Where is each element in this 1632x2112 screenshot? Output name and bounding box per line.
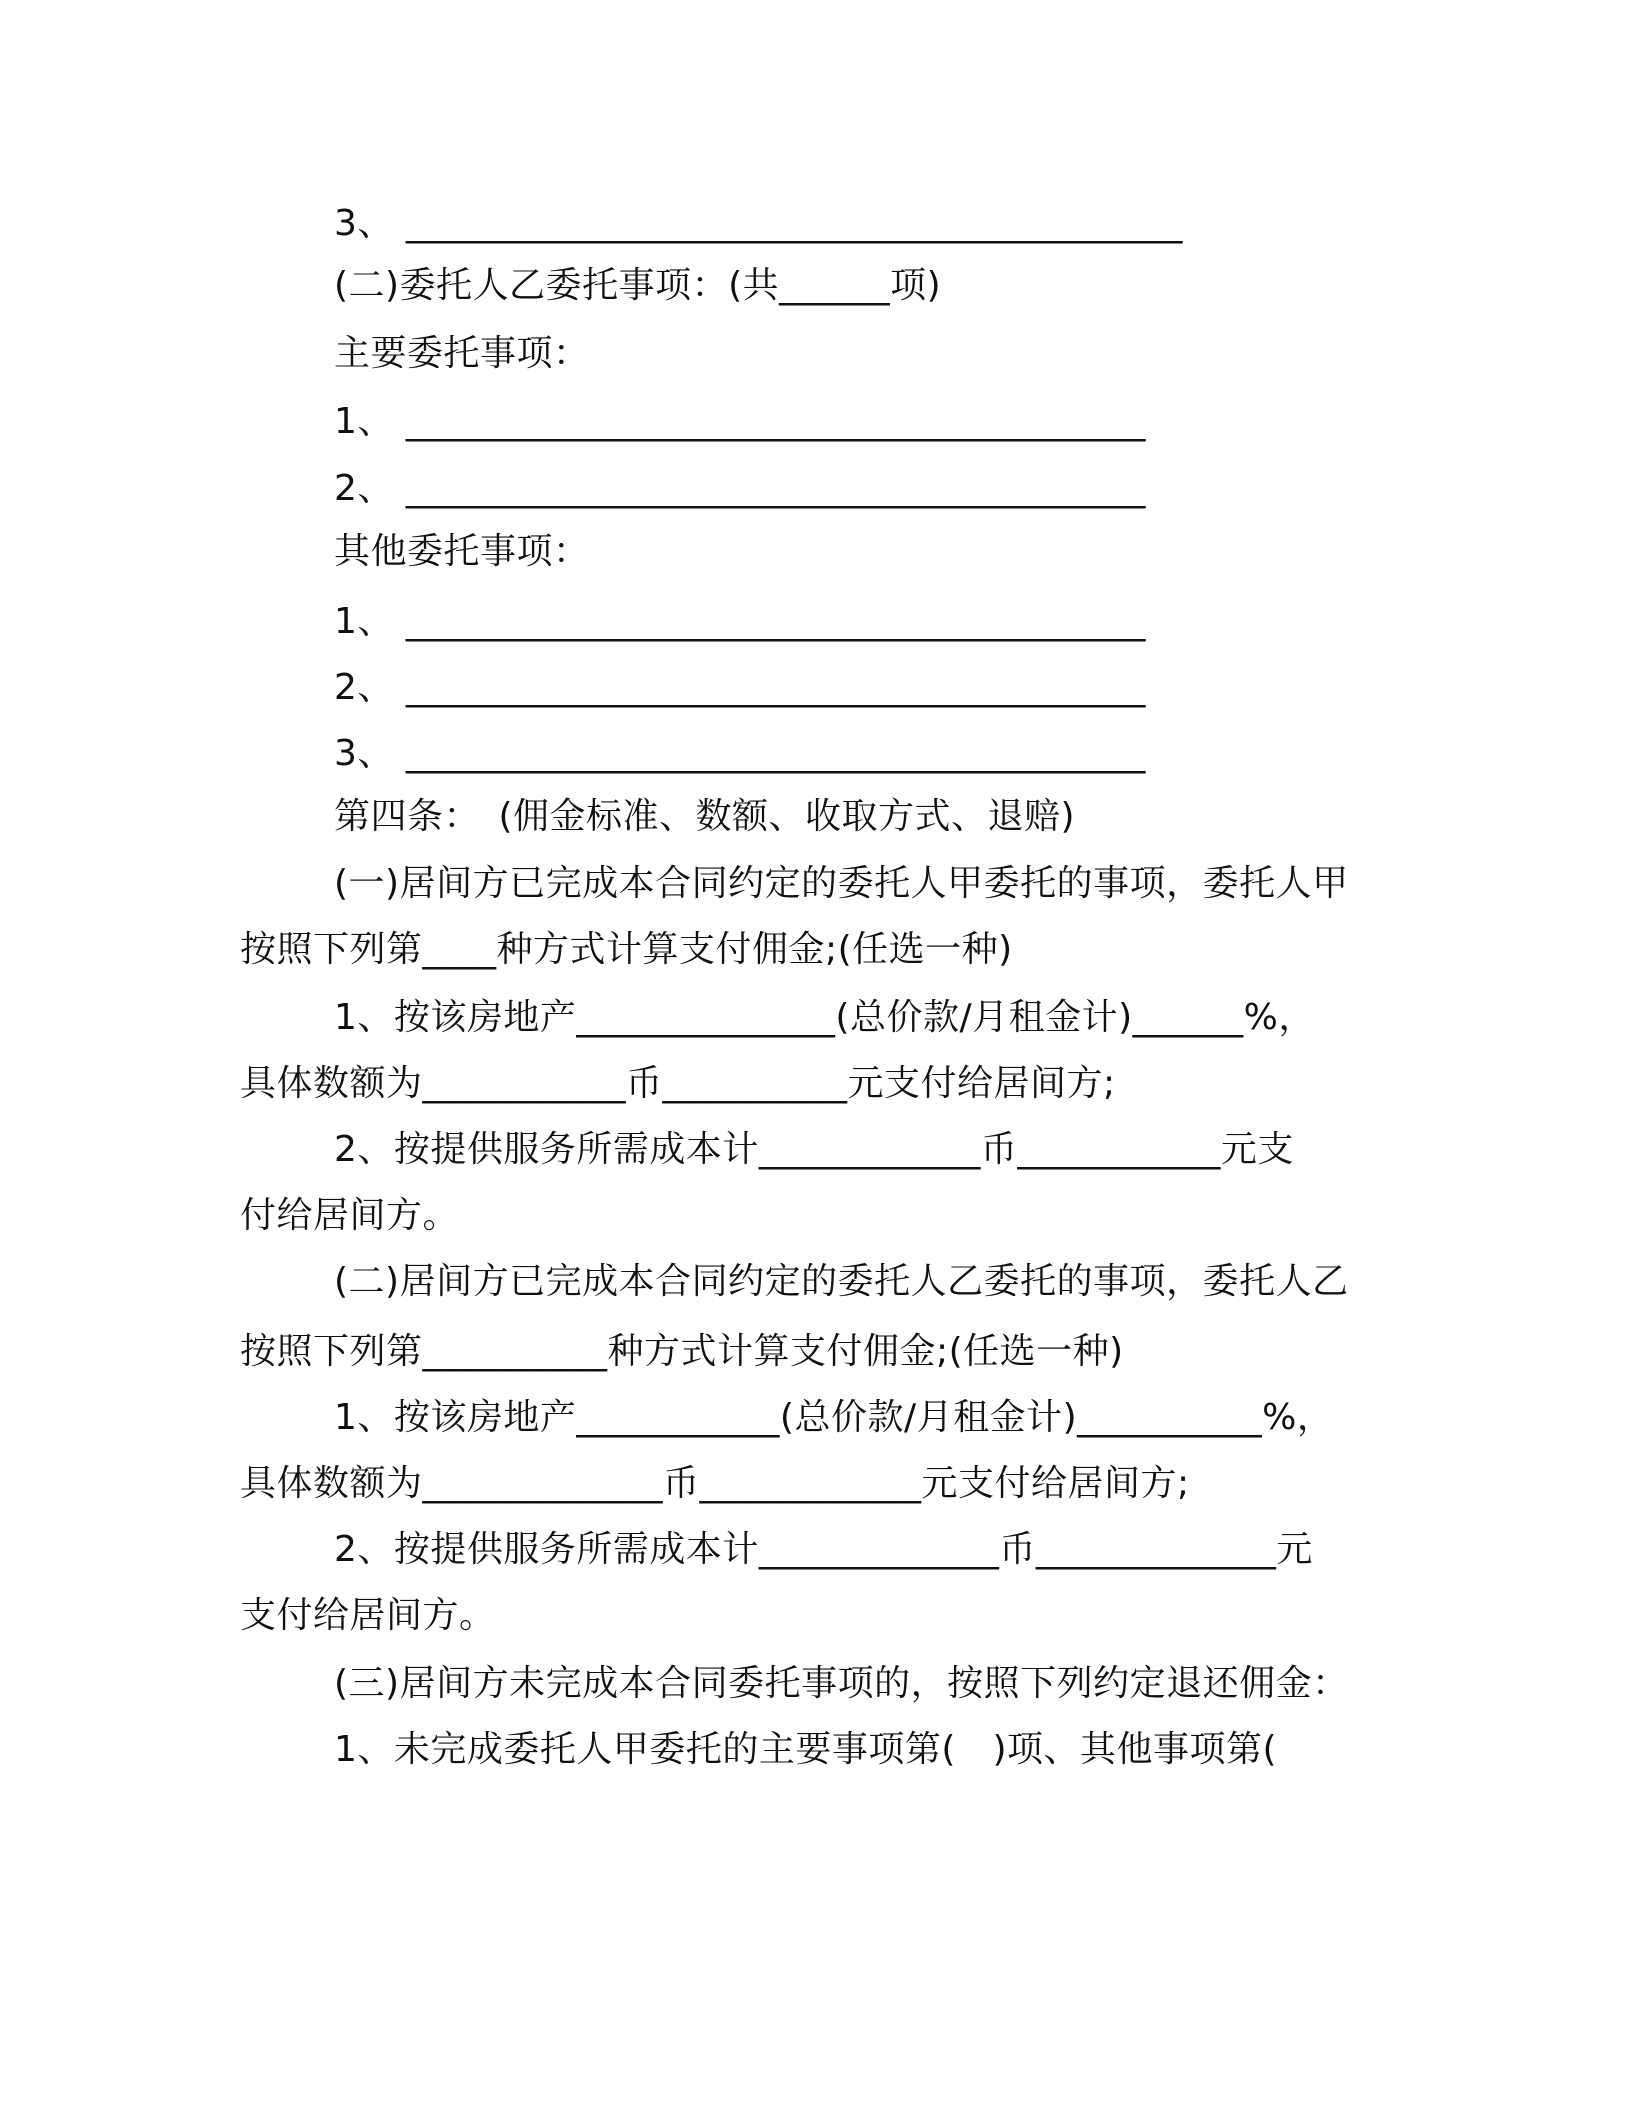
line-other-item-2: 2、 ________________________________________ [334, 667, 1146, 708]
paragraph-one-line-2: 按照下列第____种方式计算支付佣金;(任选一种) [240, 929, 1013, 970]
line-other-item-1: 1、 ________________________________________ [334, 601, 1146, 642]
option-b1-line-2: 具体数额为_____________币____________元支付给居间方; [240, 1463, 1190, 1504]
paragraph-two-line-1: (二)居间方已完成本合同约定的委托人乙委托的事项，委托人乙 [334, 1261, 1349, 1302]
heading-main-matters: 主要委托事项： [334, 333, 590, 374]
line-other-item-3: 3、 ________________________________________ [334, 733, 1146, 774]
line-item-3-blank: 3、 __________________________________________ [334, 203, 1183, 244]
paragraph-one-line-1: (一)居间方已完成本合同约定的委托人甲委托的事项，委托人甲 [334, 863, 1349, 904]
option-b1-line-1: 1、按该房地产___________(总价款/月租金计)__________%， [334, 1397, 1334, 1438]
option-b2-line-1: 2、按提供服务所需成本计_____________币_____________元 [334, 1529, 1313, 1570]
option-a1-line-2: 具体数额为___________币__________元支付给居间方; [240, 1063, 1116, 1104]
option-a2-line-2: 付给居间方。 [240, 1195, 460, 1236]
refund-item-1-line-1: 1、未完成委托人甲委托的主要事项第( )项、其他事项第( [334, 1729, 1278, 1770]
line-main-item-1: 1、 ________________________________________ [334, 401, 1146, 442]
option-b2-line-2: 支付给居间方。 [240, 1595, 496, 1636]
heading-article-four: 第四条： (佣金标准、数额、收取方式、退赔) [334, 796, 1076, 837]
option-a2-line-1: 2、按提供服务所需成本计____________币___________元支 [334, 1129, 1294, 1170]
line-main-item-2: 2、 ________________________________________ [334, 468, 1146, 509]
paragraph-two-line-2: 按照下列第__________种方式计算支付佣金;(任选一种) [240, 1331, 1124, 1372]
heading-principal-b-matters: (二)委托人乙委托事项：(共______项) [334, 265, 942, 306]
paragraph-three-line-1: (三)居间方未完成本合同委托事项的，按照下列约定退还佣金： [334, 1663, 1349, 1704]
option-a1-line-1: 1、按该房地产______________(总价款/月租金计)______%， [334, 997, 1315, 1038]
heading-other-matters: 其他委托事项： [334, 531, 590, 572]
